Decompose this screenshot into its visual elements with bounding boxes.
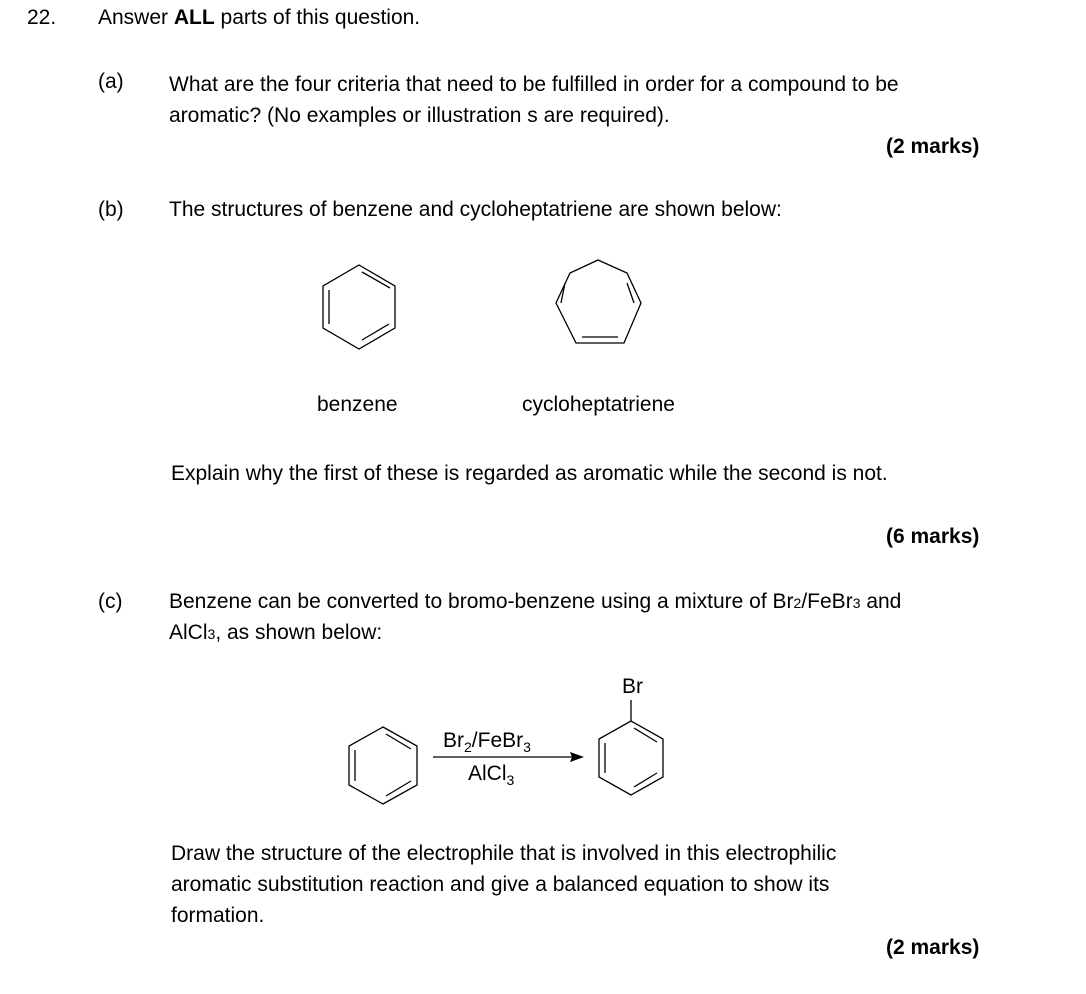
part-c-question-line3: formation. <box>171 904 265 927</box>
part-b-marks: (6 marks) <box>886 525 980 548</box>
part-a-line1: What are the four criteria that need to be fulfilled in order for a compound to be <box>169 73 899 96</box>
part-b-intro: The structures of benzene and cycloheptatriene are shown below: <box>169 198 782 221</box>
part-b-label: (b) <box>98 198 124 221</box>
part-a-marks: (2 marks) <box>886 135 980 158</box>
intro-prefix: Answer <box>98 6 174 29</box>
cycloheptatriene-label: cycloheptatriene <box>522 393 675 416</box>
benzene-label: benzene <box>317 393 398 416</box>
part-c-marks: (2 marks) <box>886 936 980 959</box>
reagent-bottom: AlCl$_3$ <box>468 762 515 789</box>
question-number: 22. <box>27 6 57 29</box>
part-c-line1: Benzene can be converted to bromo-benzene using a mixture of Br2/FeBr3 and <box>169 590 902 613</box>
intro-suffix: parts of this question. <box>214 6 421 29</box>
part-c-question-line2: aromatic substitution reaction and give a balanced equation to show its <box>171 873 830 896</box>
intro-bold: ALL <box>173 6 215 29</box>
product-substituent-label: Br <box>622 675 643 698</box>
part-a-label: (a) <box>98 70 124 93</box>
reagent-top: $Br_2/FeBr_3$ <box>443 729 531 756</box>
question-intro <box>98 6 420 30</box>
part-c-line2: AlCl3, as shown below: <box>169 621 383 644</box>
part-b-question: Explain why the first of these is regarded as aromatic while the second is not. <box>171 462 888 485</box>
part-a-line2: aromatic? (No examples or illustration s are required). <box>169 104 670 127</box>
part-c-question-line1: Draw the structure of the electrophile that is involved in this electrophilic <box>171 842 837 865</box>
part-c-label: (c) <box>98 590 123 613</box>
